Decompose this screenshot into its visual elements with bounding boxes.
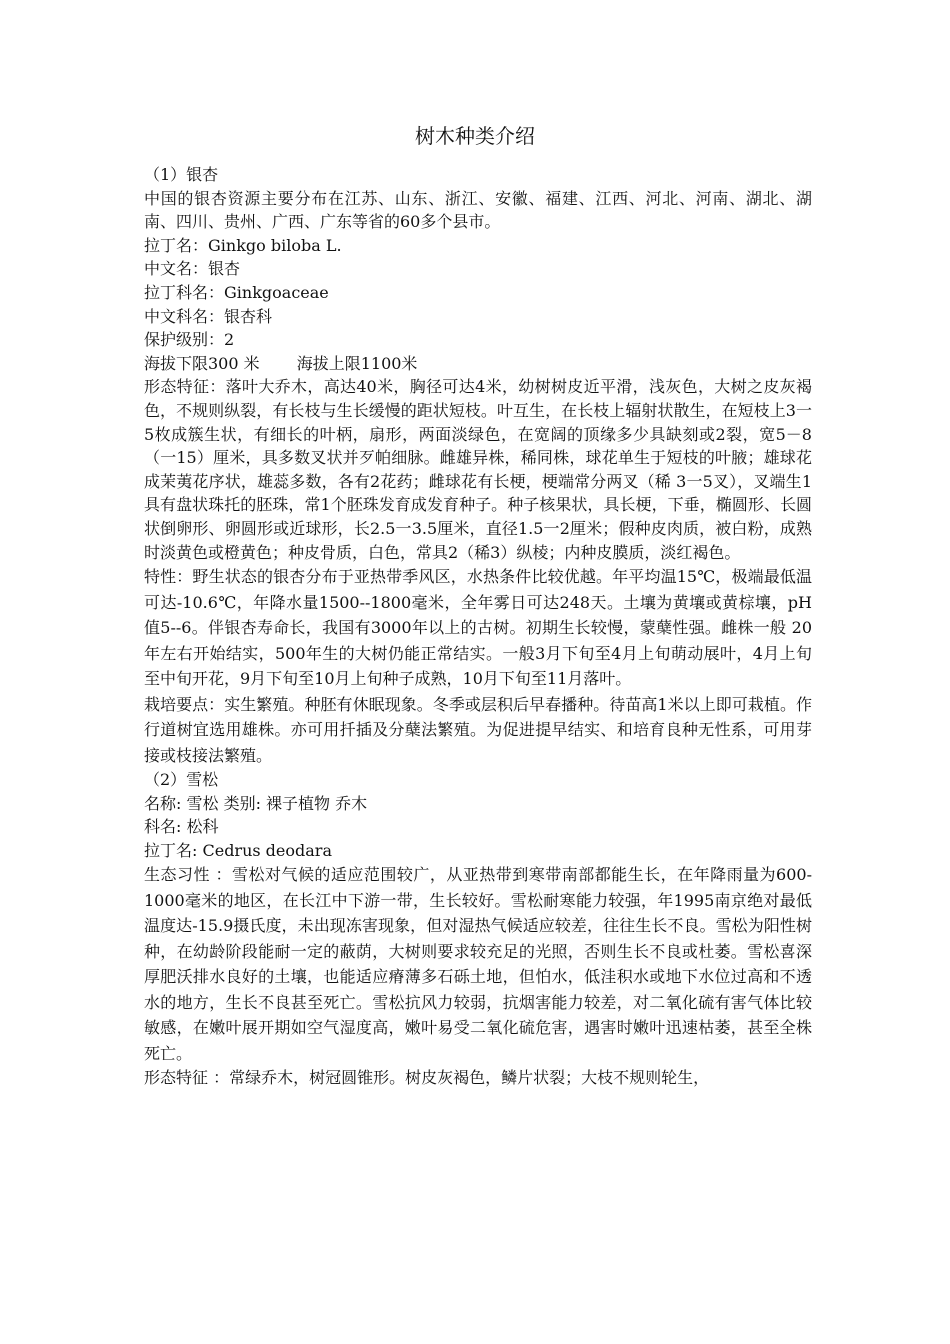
ginkgo-latin-family: 拉丁科名：Ginkgoaceae: [144, 282, 329, 302]
ginkgo-latin-name: 拉丁名：Ginkgo biloba L.: [144, 235, 342, 255]
ginkgo-morphology: 形态特征：落叶大乔木，高达40米，胸径可达4米，幼树树皮近平滑，浅灰色，大树之皮灰褐色，不规则纵裂，有长枝与生长缓慢的距状短枝。叶互生，在长枝上辐射状散生，在短枝上3一5枚成簇生状，有细长的叶柄，扇形，两面淡绿色，在宽阔的顶缘多少具缺刻或2裂，宽5－8（一15）厘米，具多数叉状并歹帕细脉。雌雄异株，稀同株，球花单生于短枝的叶腋；雄球花成茉荑花序状，雄蕊多数，各有2花药；雌球花有长梗，梗端常分两叉（稀 3一5叉），叉端生1具有盘状珠托的胚珠，常1个胚珠发育成发育种子。种子核果状，具长梗，下垂，椭圆形、长圆状倒卵形、卵圆形或近球形，长2.5一3.5厘米，直径1.5一2厘米；假种皮肉质，被白粉，成熟时淡黄色或橙黄色；种皮骨质，白色，常具2（稀3）纵棱；内种皮膜质，淡红褐色。: [144, 377, 812, 562]
cedar-latin-line: 拉丁名: Cedrus deodara: [144, 840, 332, 860]
ginkgo-chinese-name: 中文名：银杏: [144, 259, 241, 279]
cedar-morphology: 形态特征 ：常绿乔木，树冠圆锥形。树皮灰褐色，鳞片状裂；大枝不规则轮生，: [144, 1068, 710, 1088]
cedar-ecology: 生态习性 ：雪松对气候的适应范围较广，从亚热带到寒带南部都能生长，在年降雨量为600-1000毫米的地区，在长江中下游一带，生长较好。雪松耐寒能力较强，年1995南京绝对最低温度达-15.9摄氏度，未出现冻害现象，但对湿热气候适应较差，往往生长不良。雪松为阳性树种，在幼龄阶段能耐一定的蔽荫，大树则要求较充足的光照，否则生长不良或杜萎。雪松喜深厚肥沃排水良好的土壤，也能适应瘠薄多石砾土地，但怕水，低洼积水或地下水位过高和不透水的地方，生长不良甚至死亡。雪松抗风力较弱，抗烟害能力较差，对二氧化硫有害气体比较敏感，在嫩叶展开期如空气湿度高，嫩叶易受二氧化硫危害，遇害时嫩叶迅速枯萎，甚至全株死亡。: [144, 865, 812, 1063]
cedar-name-line: 名称: 雪松 类别: 裸子植物 乔木: [144, 793, 368, 813]
ginkgo-intro: 中国的银杏资源主要分布在江苏、山东、浙江、安徽、福建、江西、河北、河南、湖北、湖南、四川、贵州、广西、广东等省的60多个县市。: [144, 188, 812, 232]
ginkgo-characteristics: 特性：野生状态的银杏分布于亚热带季风区，水热条件比较优越。年平均温15℃，极端最低温可达-10.6℃，年降水量1500--1800毫米，全年雾日可达248天。土壤为黄壤或黄棕壤，pH值5--6。伴银杏寿命长，我国有3000年以上的古树。初期生长较慢，蒙蘖性强。雌株一般 20年左右开始结实，500年生的大树仍能正常结实。一般3月下旬至4月上旬萌动展叶，4月上旬至中旬开花，9月下旬至10月上旬种子成熟，10月下旬至11月落叶。: [144, 567, 812, 689]
section-heading-cedar: （2）雪松: [144, 770, 219, 790]
document-body: [144, 163, 812, 1090]
page-title: 树木种类介绍: [415, 124, 535, 148]
ginkgo-cultivation: 栽培要点：实生繁殖。种胚有休眠现象。冬季或层积后早春播种。待苗高1米以上即可栽植。作行道树宜选用雄株。亦可用扦插及分蘖法繁殖。为促进提早结实、和培育良种无性系，可用芽接或枝接法繁殖。: [144, 694, 812, 765]
ginkgo-altitude: 海拔下限300 米 海拔上限1100米: [144, 353, 418, 373]
section-heading-ginkgo: （1）银杏: [144, 165, 219, 184]
ginkgo-protection-level: 保护级别：2: [144, 330, 235, 350]
ginkgo-chinese-family: 中文科名：银杏科: [144, 306, 273, 326]
cedar-family-line: 科名: 松科: [144, 817, 219, 837]
